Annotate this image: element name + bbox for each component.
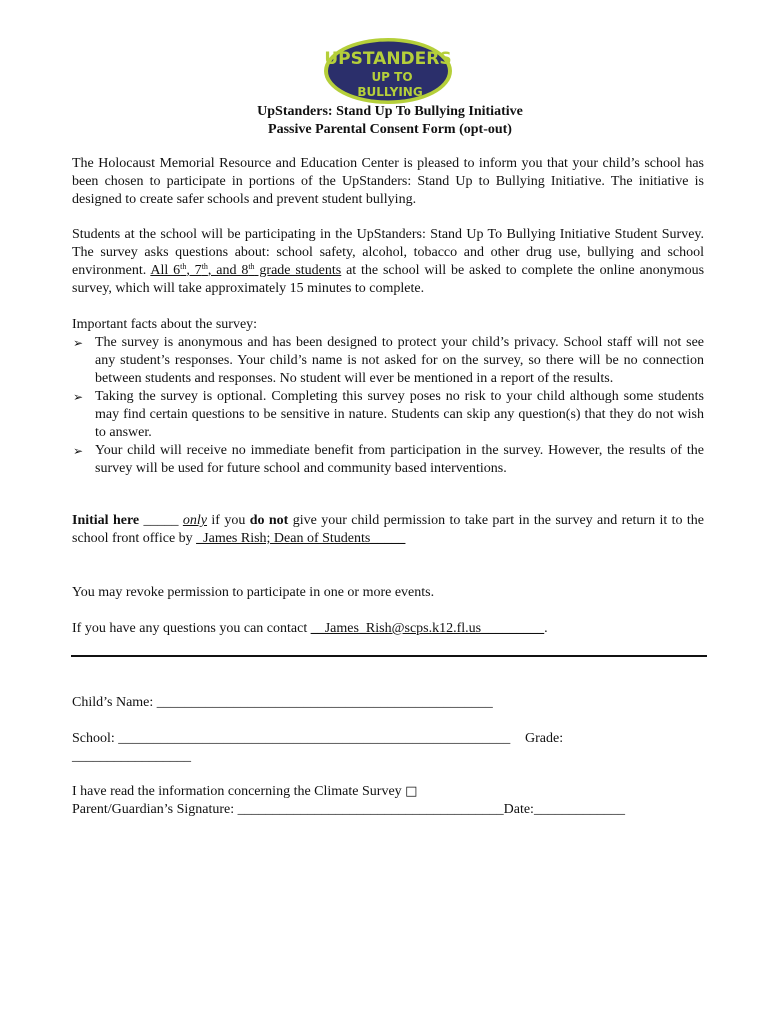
logo-text-bullying: BULLYING <box>357 85 423 99</box>
logo-text-upstanders: UPSTANDERS <box>324 49 452 69</box>
only-emphasis: only <box>182 513 208 528</box>
grade-sep1: , 7 <box>186 263 202 278</box>
form-header <box>0 103 770 139</box>
initial-here-label: Initial here <box>72 513 140 528</box>
initial-text-b: give your child permission to take part in the survey and return it to the school front office by <box>72 513 705 546</box>
survey-text-b: at the school will be asked to complete the online anonymous survey, which will take approximately 15 minutes to complete. <box>72 263 705 296</box>
sup-7: th <box>201 262 208 271</box>
read-info-text: I have read the information concerning the Climate Survey <box>72 784 406 799</box>
fact-text: Your child will receive no immediate benefit from participation in the survey. However, the results of the survey will be used for future school and community based interventions. <box>95 443 704 476</box>
initial-blank[interactable]: _____ <box>139 513 183 528</box>
arrow-bullet-icon: ➢ <box>73 444 84 458</box>
facts-list <box>72 334 704 478</box>
survey-text-a: Students at the school will be participating in the UpStanders: Stand Up To Bullying Initiative Student Survey. The survey asks questions about: school safety, alcohol, tobacco and other drug use, bullying and school environment. <box>72 227 704 278</box>
questions-contact-line <box>72 620 548 638</box>
initial-paragraph <box>72 512 704 548</box>
section-divider <box>71 655 707 657</box>
logo-text-up-to: UP TO <box>371 70 413 84</box>
do-not-emphasis: do not <box>249 513 289 528</box>
survey-paragraph <box>72 226 704 298</box>
contact-email-link[interactable]: __James_Rish@scps.k12.fl.us_________ <box>310 621 545 636</box>
arrow-bullet-icon: ➢ <box>73 336 84 350</box>
checkbox-icon[interactable]: □ <box>405 784 418 799</box>
child-name-field[interactable]: Child’s Name: ________________________________________________ <box>72 695 493 710</box>
fact-text: The survey is anonymous and has been designed to protect your child’s privacy. School staff will not see any student’s responses. Your child’s name is not asked for on the survey, so there will be no connection between students and responses. No student will ever be mentioned in a report of the results. <box>95 335 704 386</box>
sup-6: th <box>180 262 187 271</box>
facts-section <box>72 316 704 478</box>
form-title: UpStanders: Stand Up To Bullying Initiative <box>257 104 523 119</box>
grade-field[interactable]: _________________ <box>72 749 191 764</box>
fact-item <box>72 334 704 388</box>
grade-all: All 6 <box>150 263 181 278</box>
grade-students-text: grade students <box>254 263 342 278</box>
read-info-line <box>72 783 417 801</box>
arrow-bullet-icon: ➢ <box>73 390 84 404</box>
sup-8: th <box>248 262 255 271</box>
questions-text: If you have any questions you can contact <box>72 621 311 636</box>
fact-text: Taking the survey is optional. Completing this survey poses no risk to your child although some students may find certain questions to be sensitive in nature. Students can skip any question(s) that they do not wish to answer. <box>95 389 704 440</box>
intro-paragraph <box>72 155 704 209</box>
grade-sep2: , and 8 <box>207 263 249 278</box>
form-subtitle: Passive Parental Consent Form (opt-out) <box>268 122 512 137</box>
revoke-statement: You may revoke permission to participate in one or more events. <box>72 585 435 600</box>
upstanders-logo <box>322 36 454 106</box>
facts-heading: Important facts about the survey: <box>72 317 258 332</box>
questions-period: . <box>544 621 548 636</box>
fact-item <box>72 388 704 442</box>
grade-students-underlined <box>150 263 341 278</box>
intro-text: The Holocaust Memorial Resource and Education Center is pleased to inform you that your child’s school has been chosen to participate in portions of the UpStanders: Stand Up to Bullying Initiative. The initiative is designed to create safer schools and prevent student bullying. <box>72 156 704 207</box>
contact-person: _James Rish; Dean of Students_____ <box>196 531 406 546</box>
signature-date-line[interactable]: Parent/Guardian’s Signature: ______________________________________Date:_____________ <box>72 802 625 817</box>
initial-text-a: if you <box>207 513 250 528</box>
school-field[interactable]: School: ________________________________________________________ <box>72 731 511 746</box>
grade-label: Grade: <box>525 731 564 746</box>
fact-item <box>72 442 704 478</box>
